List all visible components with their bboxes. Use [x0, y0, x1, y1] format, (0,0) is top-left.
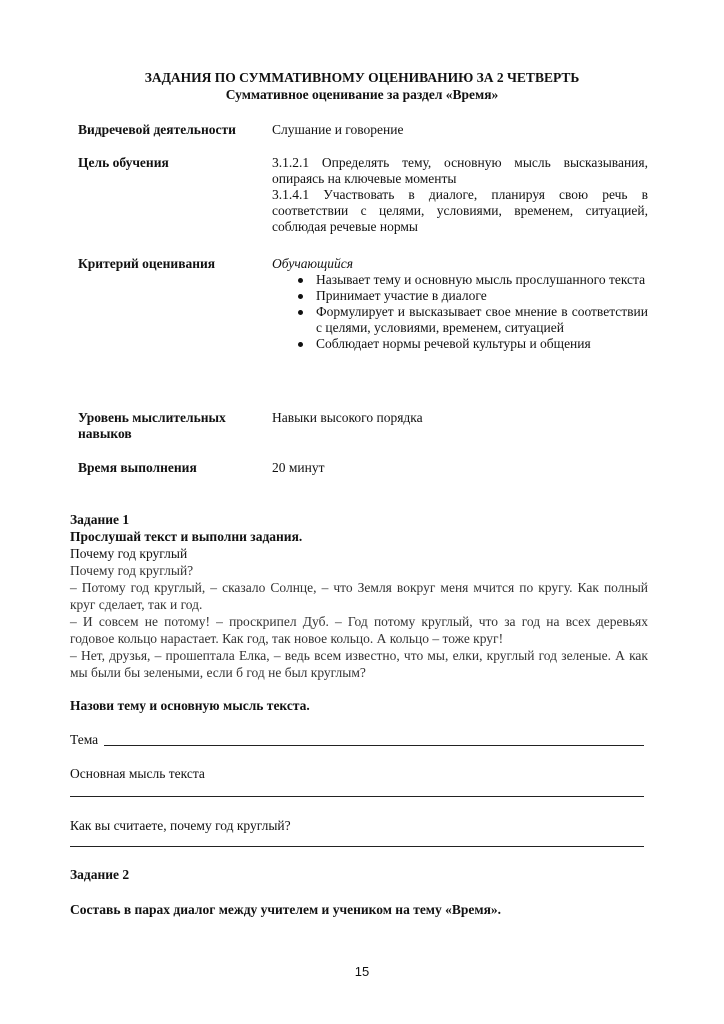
task1-number: Задание 1 — [70, 512, 130, 527]
bullet-icon — [298, 278, 303, 283]
criteria-list — [272, 272, 648, 352]
why-answer-line[interactable] — [70, 846, 644, 847]
goal-objective-1: 3.1.2.1 Определять тему, основную мысль высказывания, опираясь на ключевые моменты — [272, 155, 648, 186]
task1-question: Назови тему и основную мысль текста. — [70, 698, 310, 713]
bullet-icon — [298, 294, 303, 299]
criteria-value — [272, 256, 648, 352]
criteria-intro: Обучающийся — [272, 256, 354, 271]
text-title: Почему год круглый — [70, 546, 188, 561]
criteria-item: Формулирует и высказывает свое мнение в соответствии с целями, условиями, временем, ситуацией — [272, 304, 648, 336]
time-value: 20 минут — [272, 460, 325, 475]
text-paragraph: Почему год круглый? — [70, 563, 194, 578]
bullet-icon — [298, 342, 303, 347]
text-paragraphs — [70, 562, 648, 681]
criteria-item: Называет тему и основную мысль прослушанного текста — [272, 272, 648, 288]
task2-instruction: Составь в парах диалог между учителем и учеником на тему «Время». — [70, 902, 502, 917]
goal-value — [272, 155, 648, 235]
thinking-value: Навыки высокого порядка — [272, 410, 423, 425]
why-question: Как вы считаете, почему год круглый? — [70, 818, 291, 833]
text-paragraph: – Потому год круглый, – сказало Солнце, – что Земля вокруг меня мчится по кругу. Как полный круг сделает, так и год. — [70, 580, 648, 612]
goal-objective-2: 3.1.4.1 Участвовать в диалоге, планируя свою речь в соответствии с целями, условиями, временем, ситуацией, соблюдая речевые нормы — [272, 187, 648, 234]
main-idea-label: Основная мысль текста — [70, 766, 205, 781]
page-title: ЗАДАНИЯ ПО СУММАТИВНОМУ ОЦЕНИВАНИЮ ЗА 2 ЧЕТВЕРТЬ — [144, 70, 580, 85]
time-label: Время выполнения — [78, 460, 197, 475]
criteria-item: Соблюдает нормы речевой культуры и общения — [272, 336, 648, 352]
thinking-label: Уровень мыслительных навыков — [78, 410, 226, 441]
goal-label: Цель обучения — [78, 155, 169, 170]
task1-instruction: Прослушай текст и выполни задания. — [70, 529, 303, 544]
page-subtitle: Суммативное оценивание за раздел «Время» — [225, 87, 499, 102]
theme-label: Тема — [70, 732, 99, 747]
text-paragraph: – Нет, друзья, – прошептала Елка, – ведь всем известно, что мы, елки, круглый год зеленые. А как мы были бы зелеными, если б год не был круглым? — [70, 648, 648, 680]
bullet-icon — [298, 310, 303, 315]
criteria-item: Принимает участие в диалоге — [272, 288, 648, 304]
activity-value: Слушание и говорение — [272, 122, 404, 137]
criteria-label: Критерий оценивания — [78, 256, 216, 271]
text-paragraph: – И совсем не потому! – проскрипел Дуб. – Год потому круглый, что за год на всех деревьях годовое кольцо нарастает. Как год, так новое кольцо. А кольцо – тоже круг! — [70, 614, 648, 646]
activity-label: Видречевой деятельности — [78, 122, 236, 137]
task2-number: Задание 2 — [70, 867, 130, 882]
main-idea-answer-line[interactable] — [70, 796, 644, 797]
theme-answer-line[interactable] — [104, 745, 644, 746]
page-number: 15 — [354, 964, 370, 979]
